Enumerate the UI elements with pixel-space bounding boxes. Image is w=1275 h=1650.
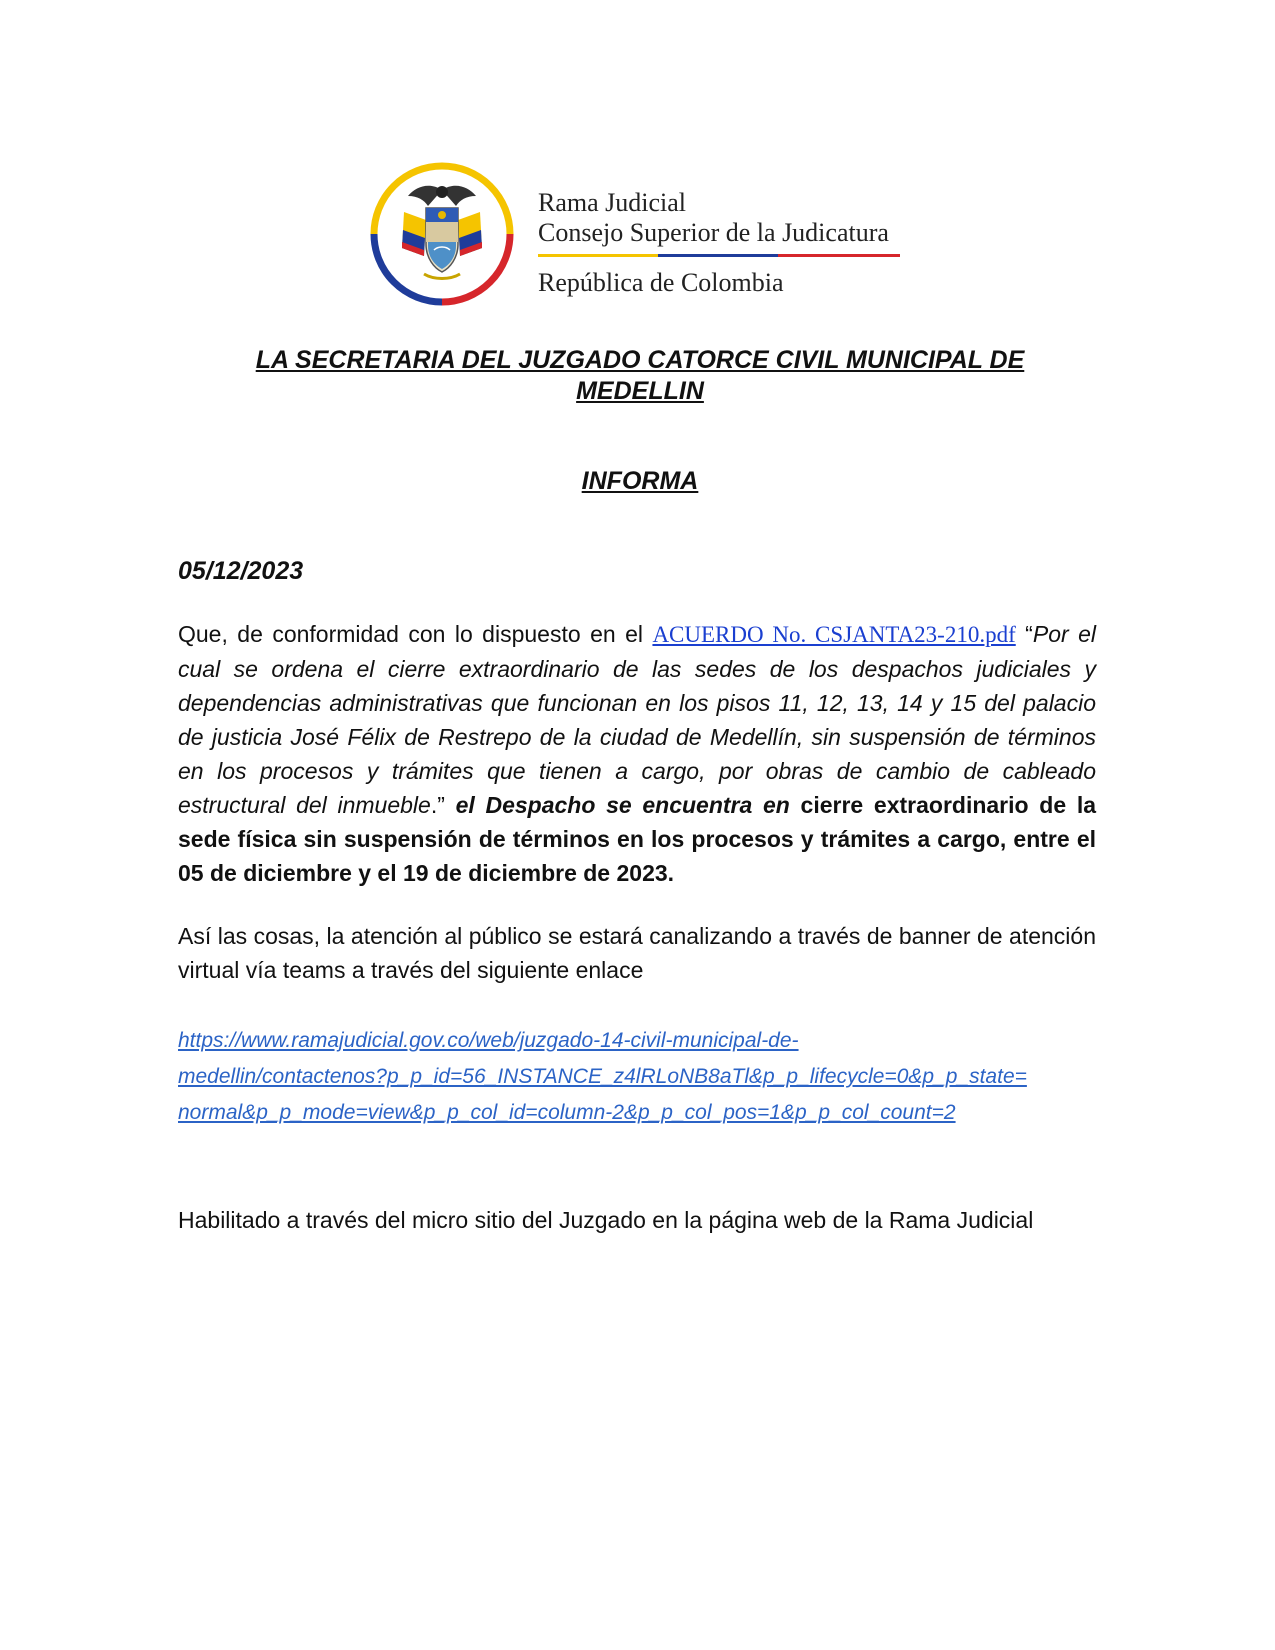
url-line2: medellin/contactenos?p_p_id=56_INSTANCE_z4lRLoNB8aTl&p_p_lifecycle=0&p_p_state= bbox=[178, 1065, 1027, 1088]
document-title bbox=[160, 345, 1120, 407]
acuerdo-pdf-link[interactable]: ACUERDO No. CSJANTA23-210.pdf bbox=[652, 622, 1016, 647]
org-country-line: República de Colombia bbox=[538, 268, 784, 297]
tricolor-divider bbox=[538, 254, 900, 257]
close-quote: .” bbox=[430, 792, 456, 818]
teams-contact-link[interactable] bbox=[178, 1023, 1108, 1131]
acuerdo-quote: Por el cual se ordena el cierre extraordinario de las sedes de los despachos judiciales y dependencias administrativas que funcionan en los pisos 11, 12, 13, 14 y 15 del palacio de justicia José Félix de Restrepo de la ciudad de Medellín, sin suspensión de términos en los procesos y trámites que tienen a cargo, por obras de cambio de cableado estructural del inmueble bbox=[178, 621, 1096, 818]
url-line1: https://www.ramajudicial.gov.co/web/juzgado-14-civil-municipal-de- bbox=[178, 1029, 799, 1052]
document-date: 05/12/2023 bbox=[178, 557, 304, 585]
logo-header bbox=[368, 160, 908, 312]
paragraph-atencion: Así las cosas, la atención al público se estará canalizando a través de banner de atención virtual vía teams a través del siguiente enlace bbox=[178, 923, 1096, 983]
informa-heading: INFORMA bbox=[581, 467, 699, 495]
url-line3: normal&p_p_mode=view&p_p_col_id=column-2&p_p_col_pos=1&p_p_col_count=2 bbox=[178, 1101, 956, 1124]
open-quote: “ bbox=[1015, 621, 1033, 647]
org-name-line2: Consejo Superior de la Judicatura bbox=[538, 218, 889, 247]
closure-statement: cierre extraordinario de la sede física sin suspensión de términos en los procesos y trámites a cargo, entre el 05 de diciembre y el 19 de diciembre de 2023. bbox=[178, 792, 1096, 886]
despacho-statement: el Despacho se encuentra en bbox=[455, 792, 790, 818]
document-title-line2: MEDELLIN bbox=[576, 377, 704, 405]
paragraph-intro: Que, de conformidad con lo dispuesto en el bbox=[178, 621, 653, 647]
colombia-coat-of-arms-icon bbox=[368, 160, 516, 308]
document-title-line1: LA SECRETARIA DEL JUZGADO CATORCE CIVIL MUNICIPAL DE bbox=[255, 346, 1025, 374]
paragraph-habilitado: Habilitado a través del micro sitio del Juzgado en la página web de la Rama Judicial bbox=[178, 1207, 1034, 1233]
paragraph-acuerdo bbox=[178, 617, 1096, 890]
org-name-line1: Rama Judicial bbox=[538, 188, 687, 217]
